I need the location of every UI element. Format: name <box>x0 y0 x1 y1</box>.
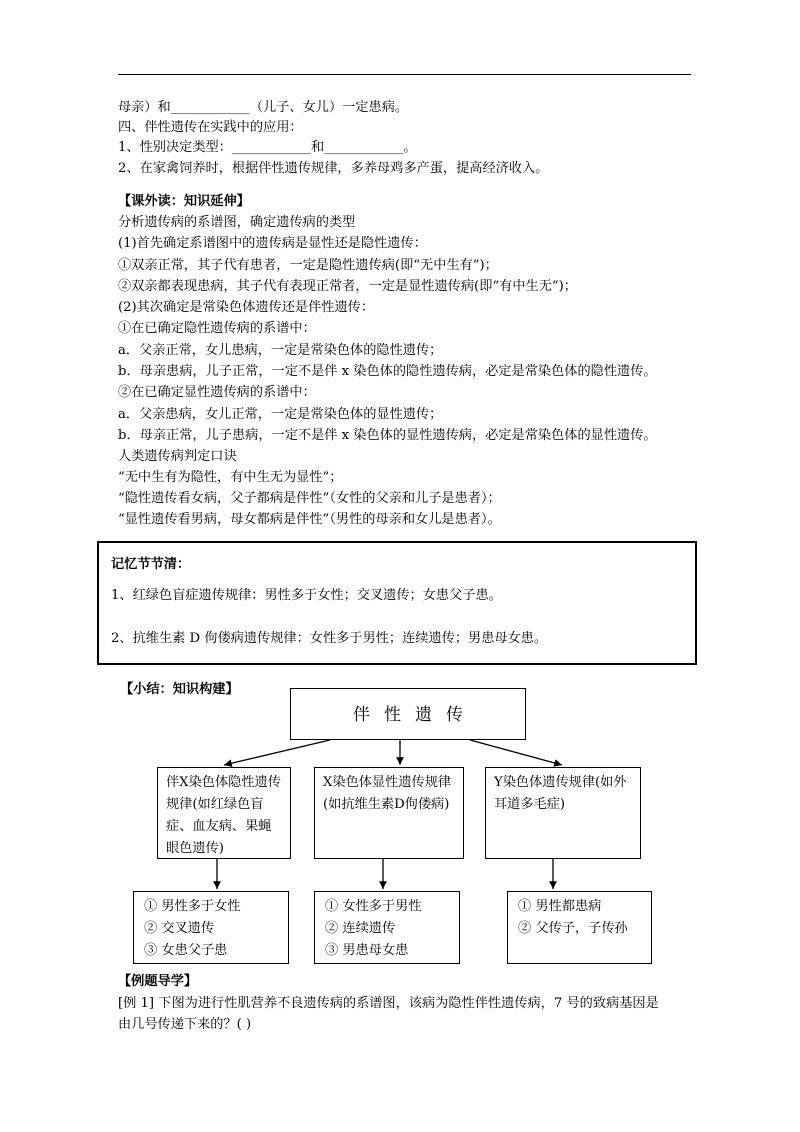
text-line: a．父亲患病，女儿正常，一定是常染色体的显性遗传； <box>118 407 443 422</box>
text-line: a．父亲正常，女儿患病，一定是常染色体的隐性遗传； <box>118 343 443 358</box>
diagram-root-label: 伴性遗传 <box>353 705 477 725</box>
diagram-root-box <box>290 688 526 740</box>
result-line: ① 男性多于女性 <box>144 899 241 914</box>
text-line: b．母亲正常，儿子患病，一定不是伴 x 染色体的显性遗传病，必定是常染色体的显性遗传。 <box>118 428 657 443</box>
result-line: ① 男性都患病 <box>518 899 602 914</box>
result-line: ② 父传子，子传孙 <box>518 921 628 936</box>
summary-heading: 【小结：知识构建】 <box>120 682 239 697</box>
diagram-branch-box <box>314 767 464 859</box>
arrow-left <box>224 740 330 765</box>
result-line: ② 交叉遗传 <box>144 921 215 936</box>
result-line: ① 女性多于男性 <box>325 899 422 914</box>
text-line: ①双亲正常，其子代有患者，一定是隐性遗传病(即“无中生有”)； <box>118 258 498 273</box>
text-line: 母亲）和____________（儿子、女儿）一定患病。 <box>118 100 409 115</box>
memory-title: 记忆节节清： <box>111 557 191 572</box>
text-line: 1、性别决定类型：____________和____________。 <box>118 140 417 155</box>
diagram-result-box <box>507 891 652 964</box>
diagram-branch-box <box>485 767 641 859</box>
branch-label: 伴X染色体隐性遗传规律(如红绿色盲症、血友病、果蝇眼色遗传) <box>166 775 281 856</box>
section-heading: 四、伴性遗传在实践中的应用： <box>118 120 303 135</box>
diagram-result-box <box>314 891 460 964</box>
memory-item: 2、抗维生素 D 佝偻病遗传规律：女性多于男性；连续遗传；男患母女患。 <box>111 631 548 646</box>
text-line: 人类遗传病判定口诀 <box>118 449 237 464</box>
diagram-result-box <box>133 891 289 964</box>
arrow-right <box>470 740 562 765</box>
example-heading: 【例题导学】 <box>118 974 198 989</box>
text-line: 分析遗传病的系谱图，确定遗传病的类型 <box>118 215 356 230</box>
section-heading: 【课外读：知识延伸】 <box>118 194 250 209</box>
memory-item: 1、红绿色盲症遗传规律：男性多于女性；交叉遗传；女患父子患。 <box>111 588 502 603</box>
example-question: [例 1] 下图为进行性肌营养不良遗传病的系谱图，该病为隐性伴性遗传病，7 号的致病基因是 <box>118 996 659 1011</box>
text-line: “隐性遗传看女病，父子都病是伴性”（女性的父亲和儿子是患者）； <box>118 491 501 506</box>
branch-label: Y染色体遗传规律(如外耳道多毛症) <box>494 775 627 812</box>
result-line: ② 连续遗传 <box>325 921 396 936</box>
text-line: 2、在家禽饲养时，根据伴性遗传规律，多养母鸡多产蛋，提高经济收入。 <box>118 161 549 176</box>
text-line: b．母亲患病，儿子正常，一定不是伴 x 染色体的隐性遗传病，必定是常染色体的隐性遗传。 <box>118 364 657 379</box>
branch-label: X染色体显性遗传规律(如抗维生素D佝偻病) <box>323 775 452 812</box>
text-line: ①在已确定隐性遗传病的系谱中： <box>118 321 316 336</box>
result-line: ③ 女患父子患 <box>144 943 228 958</box>
text-line: (2)其次确定是常染色体遗传还是伴性遗传： <box>118 300 375 315</box>
diagram-branch-box <box>157 767 291 859</box>
text-line: “显性遗传看男病，母女都病是伴性”（男性的母亲和女儿是患者）。 <box>118 512 501 527</box>
example-question: 由几号传递下来的？( ) <box>118 1017 252 1032</box>
text-line: (1)首先确定系谱图中的遗传病是显性还是隐性遗传： <box>118 236 427 251</box>
result-line: ③ 男患母女患 <box>325 943 409 958</box>
text-line: “无中生有为隐性，有中生无为显性”； <box>118 470 343 485</box>
text-line: ②在已确定显性遗传病的系谱中： <box>118 385 316 400</box>
text-line: ②双亲都表现患病，其子代有表现正常者，一定是显性遗传病(即“有中生无”)； <box>118 279 577 294</box>
